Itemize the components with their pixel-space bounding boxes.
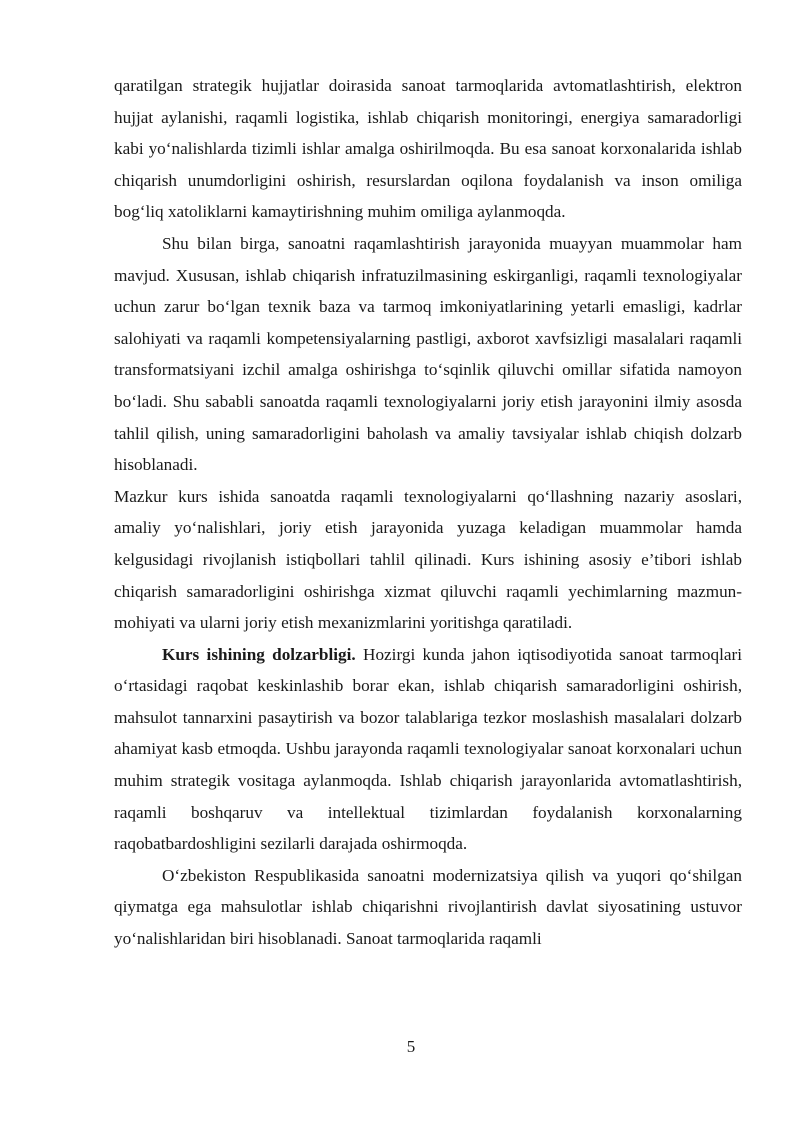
paragraph-problems: Shu bilan birga, sanoatni raqamlashtirish jarayonida muayyan muammolar ham mavjud. Xususan, ishlab chiqarish infratuzilmasining eskirganligi, raqamli texnologiyalar uchun zarur bo‘lgan texnik baza va tarmoq imkoniyatlarining yetarli emasligi, kadrlar salohiyati va raqamli kompetensiyalarning pastligi, axborot xavfsizligi masalalari raqamli transformatsiyani izchil amalga oshirishga to‘sqinlik qiluvchi omillar sifatida namoyon bo‘ladi. Shu sababli sanoatda raqamli texnologiyalarni joriy etish jarayonini ilmiy asosda tahlil qilish, uning samaradorligini baholash va amaliy tavsiyalar ishlab chiqish dolzarb hisoblanadi. — [114, 233, 742, 475]
relevance-text: Hozirgi kunda jahon iqtisodiyotida sanoat tarmoqlari o‘rtasidagi raqobat keskinlashib borar ekan, ishlab chiqarish samaradorligini oshirish, mahsulot tannarxini pasaytirish va bozor talablariga tezkor moslashish masalalari dolzarb ahamiyat kasb etmoqda. Ushbu jarayonda raqamli texnologiyalar sanoat korxonalari uchun muhim strategik vositaga aylanmoqda. Ishlab chiqarish jarayonlarida avtomatlashtirish, raqamli boshqaruv va intellektual tizimlardan foydalanish korxonalarning raqobatbardoshligini sezilarli darajada oshirmoqda. — [114, 644, 742, 854]
document-page — [114, 70, 742, 955]
page-number: 5 — [406, 1037, 416, 1056]
relevance-heading: Kurs ishining dolzarbligi. — [162, 644, 356, 664]
paragraph-relevance — [114, 639, 742, 860]
paragraph-uzbekistan: O‘zbekiston Respublikasida sanoatni modernizatsiya qilish va yuqori qo‘shilgan qiymatga ega mahsulotlar ishlab chiqarishni rivojlantirish davlat siyosatining ustuvor yo‘nalishlaridan biri hisoblanadi. Sanoat tarmoqlarida raqamli — [114, 865, 742, 949]
paragraph-course-scope: Mazkur kurs ishida sanoatda raqamli texnologiyalarni qo‘llashning nazariy asoslari, amaliy yo‘nalishlari, joriy etish jarayonida yuzaga keladigan muammolar hamda kelgusidagi rivojlanish istiqbollari tahlil qilinadi. Kurs ishining asosiy e’tibori ishlab chiqarish samaradorligini oshirishga xizmat qiluvchi raqamli yechimlarning mazmun-mohiyati va ularni joriy etish mexanizmlarini yoritishga qaratiladi. — [114, 486, 742, 633]
paragraph-continuation: qaratilgan strategik hujjatlar doirasida sanoat tarmoqlarida avtomatlashtirish, elektron hujjat aylanishi, raqamli logistika, ishlab chiqarish monitoringi, energiya samaradorligi kabi yo‘nalishlarda tizimli ishlar amalga oshirilmoqda. Bu esa sanoat korxonalarida ishlab chiqarish unumdorligini oshirish, resurslardan oqilona foydalanish va inson omiliga bog‘liq xatoliklarni kamaytirishning muhim omiliga aylanmoqda. — [114, 76, 742, 222]
